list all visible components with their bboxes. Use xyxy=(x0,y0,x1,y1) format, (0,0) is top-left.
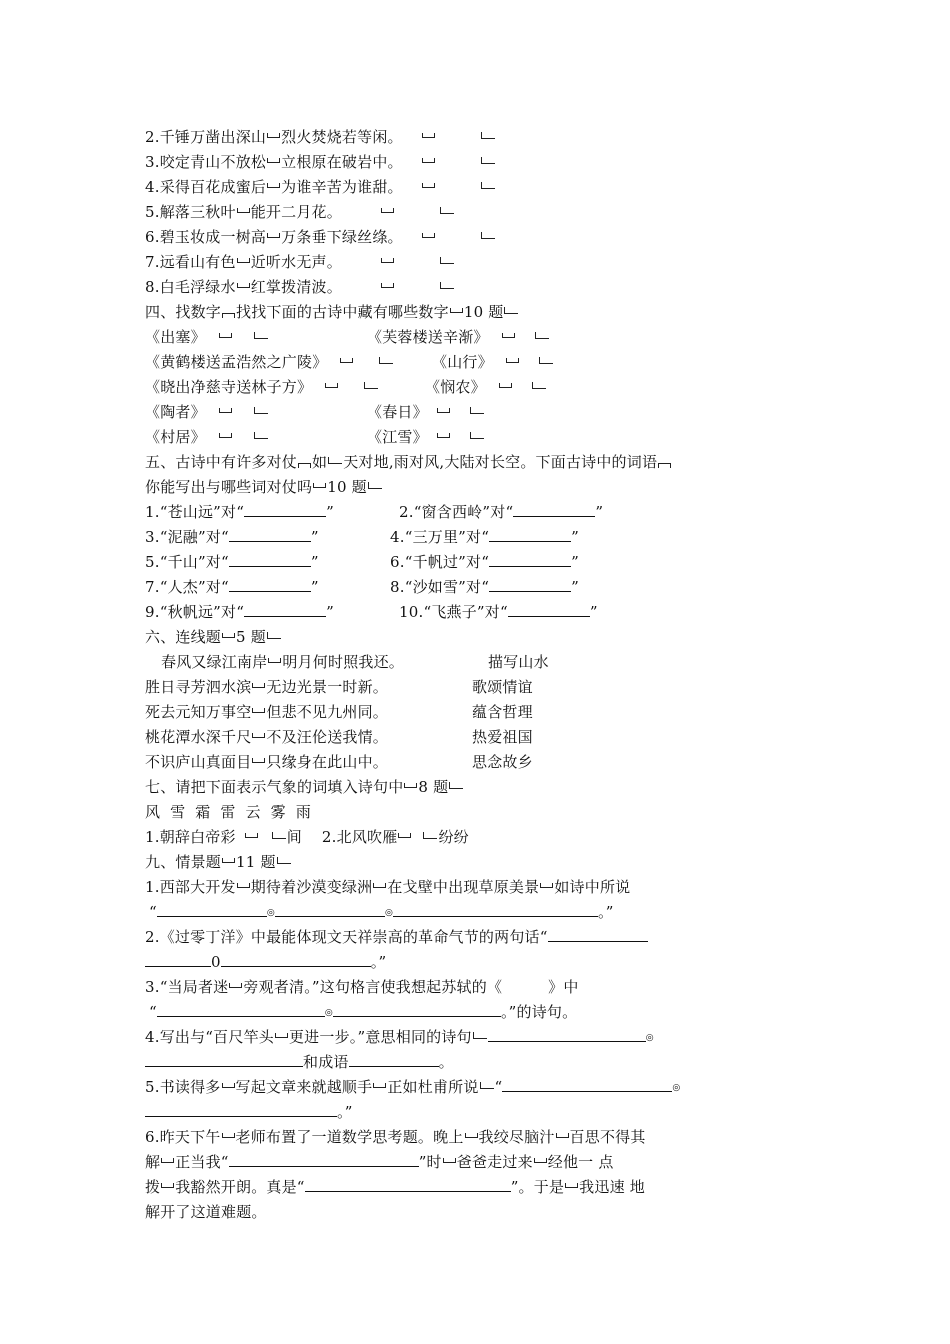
s5-item-1: 1.“苍山远”对“ ” xyxy=(145,500,334,524)
poem-line-8: 8.白毛浮绿水 红掌拨清波。 xyxy=(145,275,455,299)
s9-q4: 4.写出与“百尺竿头 更进一步。”意思相同的诗句 ◎ xyxy=(145,1025,654,1049)
s5-item-4: 4.“三万里”对“ ” xyxy=(390,525,579,549)
poem-line-2: 2.千锤万凿出深山 烈火焚烧若等闲。 xyxy=(145,125,496,149)
answer-blank[interactable] xyxy=(333,1000,501,1017)
answer-blank[interactable] xyxy=(275,900,385,917)
answer-blank[interactable] xyxy=(508,600,590,617)
s9-q2-answer: 0 。” xyxy=(145,950,386,974)
answer-blank[interactable] xyxy=(229,575,311,592)
answer-blank[interactable] xyxy=(157,900,267,917)
s9-q6-cont-1: 解 正当我“ ”时 爸爸走过来 经他一 点 xyxy=(145,1150,614,1174)
answer-blank[interactable] xyxy=(489,550,571,567)
s5-item-6: 6.“千帆过”对“ ” xyxy=(390,550,579,574)
answer-blank[interactable] xyxy=(229,525,311,542)
s4-row-1-right: 《芙蓉楼送辛渐》 xyxy=(367,325,550,349)
poem-line-6: 6.碧玉妆成一树高 万条垂下绿丝绦。 xyxy=(145,225,496,249)
s4-row-4: 《陶者》 xyxy=(145,400,269,424)
s4-row-3-right: 《悯农》 xyxy=(425,375,547,399)
poem-line-7: 7.远看山有色 近听水无声。 xyxy=(145,250,455,274)
answer-blank[interactable] xyxy=(393,900,598,917)
answer-blank[interactable] xyxy=(244,600,326,617)
s6-theme-1[interactable]: 描写山水 xyxy=(488,653,549,671)
s9-q6: 6.昨天下午 老师布置了一道数学思考题。晚上 我绞尽脑汁 百思不得其 xyxy=(145,1128,646,1146)
s9-q3: 3.“当局者迷 旁观者清。”这句格言使我想起苏轼的《 》中 xyxy=(145,978,579,996)
section-4-title: 四、找数字 找找下面的古诗中藏有哪些数字 10 题 xyxy=(145,300,519,324)
section-7-title: 七、请把下面表示气象的词填入诗句中 8 题 xyxy=(145,775,464,799)
s4-row-1: 《出塞》 xyxy=(145,325,269,349)
s6-line-3: 死去元知万事空 但悲不见九州同。 xyxy=(145,703,389,721)
section-5-title-cont: 你能写出与哪些词对仗吗 10 题 xyxy=(145,475,383,499)
s5-item-3: 3.“泥融”对“ ” xyxy=(145,525,319,549)
s6-line-5: 不识庐山真面目 只缘身在此山中。 xyxy=(145,753,389,771)
s9-q6-cont-3: 解开了这道难题。 xyxy=(145,1203,267,1221)
answer-blank[interactable] xyxy=(513,500,595,517)
s9-q5: 5.书读得多 写起文章来就越顺手 正如杜甫所说 “ ◎ xyxy=(145,1075,680,1099)
answer-blank[interactable] xyxy=(221,950,371,967)
s5-item-2: 2.“窗含西岭”对“ ” xyxy=(399,500,603,524)
answer-blank[interactable] xyxy=(145,1100,337,1117)
answer-blank[interactable] xyxy=(502,1075,672,1092)
s5-item-10: 10.“飞燕子”对“ ” xyxy=(399,600,598,624)
s6-theme-3[interactable]: 蕴含哲理 xyxy=(472,703,533,721)
s5-item-9: 9.“秋帆远”对“ ” xyxy=(145,600,334,624)
answer-blank[interactable] xyxy=(548,925,648,942)
answer-blank[interactable] xyxy=(488,1025,646,1042)
s4-row-2-right: 《山行》 xyxy=(432,350,554,374)
answer-blank[interactable] xyxy=(145,950,211,967)
poem-line-5: 5.解落三秋叶 能开二月花。 xyxy=(145,200,455,224)
poem-line-3: 3.咬定青山不放松 立根原在破岩中。 xyxy=(145,150,496,174)
section-5-title: 五、古诗中有许多对仗 如 天对地,雨对风,大陆对长空。下面古诗中的词语 xyxy=(145,450,672,474)
answer-blank[interactable] xyxy=(489,575,571,592)
s6-line-4: 桃花潭水深千尺 不及汪伦送我情。 xyxy=(145,728,389,746)
answer-blank[interactable] xyxy=(145,1050,303,1067)
s6-theme-5[interactable]: 思念故乡 xyxy=(472,753,533,771)
s9-q2: 2.《过零丁洋》中最能体现文天祥崇高的革命气节的两句话“ xyxy=(145,925,648,949)
s9-q4-answer: 和成语 。 xyxy=(145,1050,454,1074)
s5-item-8: 8.“沙如雪”对“ ” xyxy=(390,575,579,599)
answer-blank[interactable] xyxy=(349,1050,439,1067)
s4-row-3: 《晓出净慈寺送林子方》 xyxy=(145,375,379,399)
answer-blank[interactable] xyxy=(244,500,326,517)
s6-line-1: 春风又绿江南岸 明月何时照我还。 xyxy=(161,653,405,671)
s4-row-4-right: 《春日》 xyxy=(367,400,485,424)
s9-q1-answer: “ ◎ ◎ 。” xyxy=(149,900,614,924)
s6-theme-2[interactable]: 歌颂情谊 xyxy=(472,678,533,696)
answer-blank[interactable] xyxy=(229,550,311,567)
s4-row-5-right: 《江雪》 xyxy=(367,425,485,449)
s4-row-5: 《村居》 xyxy=(145,425,269,449)
section-6-title: 六、连线题 5 题 xyxy=(145,625,282,649)
s6-line-2: 胜日寻芳泗水滨 无边光景一时新。 xyxy=(145,678,389,696)
poem-line-4: 4.采得百花成蜜后 为谁辛苦为谁甜。 xyxy=(145,175,496,199)
s9-q5-answer: 。” xyxy=(145,1100,353,1124)
s6-theme-4[interactable]: 热爱祖国 xyxy=(472,728,533,746)
answer-blank[interactable] xyxy=(305,1175,511,1192)
s5-item-7: 7.“人杰”对“ ” xyxy=(145,575,319,599)
answer-blank[interactable] xyxy=(502,976,548,992)
s9-q3-answer: “ ◎ 。”的诗句。 xyxy=(149,1000,577,1024)
s4-row-2: 《黄鹤楼送孟浩然之广陵》 xyxy=(145,350,394,374)
s9-q6-cont-2: 拨 我豁然开朗。真是“ ”。于是 我迅速 地 xyxy=(145,1175,645,1199)
s9-q1: 1.西部大开发 期待着沙漠变绿洲 在戈壁中出现草原美景 如诗中所说 xyxy=(145,878,631,896)
s7-questions: 1.朝辞白帝彩 间 2.北风吹雁 纷纷 xyxy=(145,828,469,846)
answer-blank[interactable] xyxy=(229,1150,419,1167)
section-9-title: 九、情景题 11 题 xyxy=(145,850,292,874)
answer-blank[interactable] xyxy=(157,1000,325,1017)
s7-word-bank: 风 雪 霜 雷 云 雾 雨 xyxy=(145,803,312,821)
s5-item-5: 5.“千山”对“ ” xyxy=(145,550,319,574)
answer-blank[interactable] xyxy=(489,525,571,542)
